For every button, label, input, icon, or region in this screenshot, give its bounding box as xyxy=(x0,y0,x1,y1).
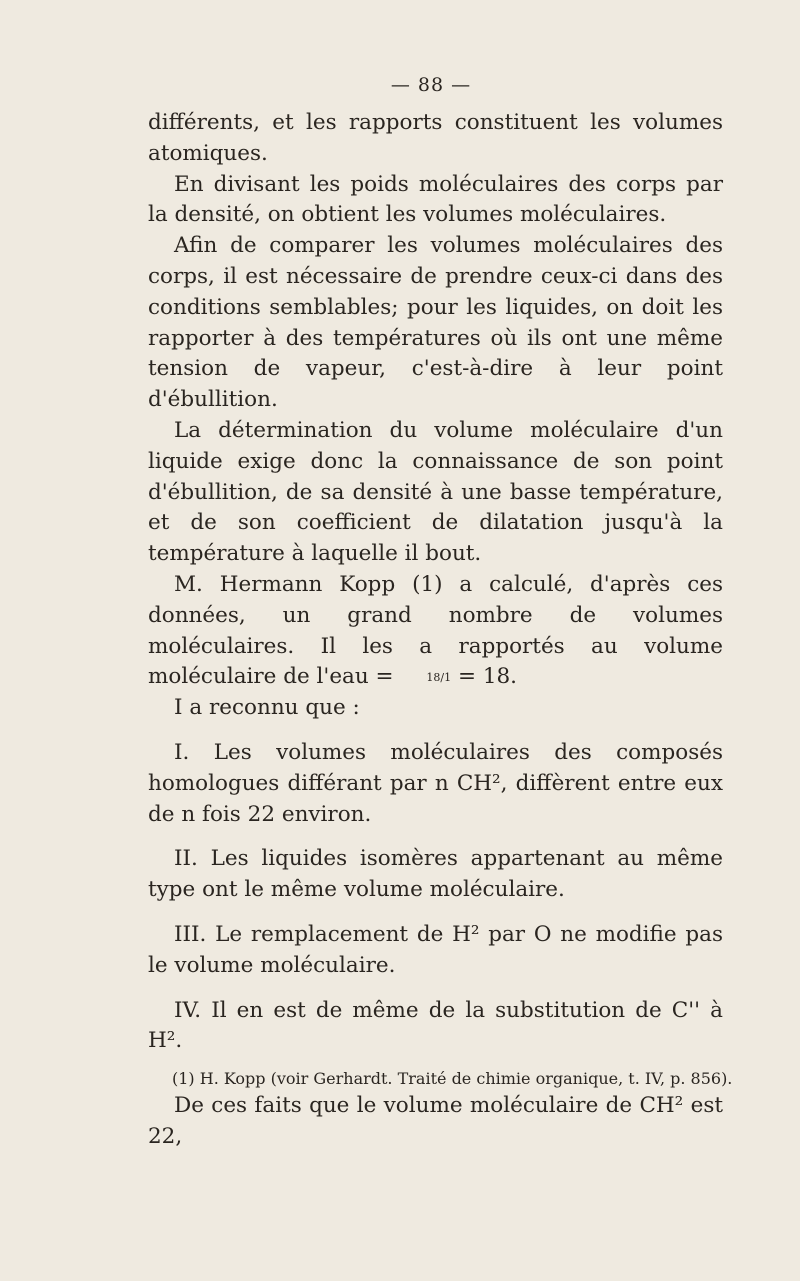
paragraph: La détermination du volume moléculaire d'un liquide exige donc la connaissance de son point d'ébullition, de sa densité à une basse température, et de son coefficient de dilatation jusqu'à la température à laquelle il bout. xyxy=(148,417,723,567)
rule-four: IV. Il en est de même de la substitution de C'' à H². xyxy=(148,997,723,1054)
body-text xyxy=(148,108,723,1153)
paragraph: Afin de comparer les volumes moléculaires des corps, il est nécessaire de prendre ceux-ci dans des conditions semblables; pour les liquides, on doit les rapporter à des températures où ils ont une même tension de vapeur, c'est-à-dire à leur point d'ébullition. xyxy=(148,233,723,413)
rule-one: I. Les volumes moléculaires des composés homologues différant par n CH², diffèrent entre eux de n fois 22 environ. xyxy=(148,739,723,827)
fraction-eighteen-over-one: 18/1 xyxy=(426,671,452,685)
paragraph-text: = 18. xyxy=(457,664,518,690)
paragraph: De ces faits que le volume moléculaire de CH² est 22, xyxy=(148,1093,723,1149)
footnote: (1) H. Kopp (voir Gerhardt. Traité de chimie organique, t. IV, p. 856). xyxy=(172,1069,733,1088)
rule-three: III. Le remplacement de H² par O ne modifie pas le volume moléculaire. xyxy=(148,921,723,978)
paragraph: I a reconnu que : xyxy=(174,695,360,721)
paragraph: En divisant les poids moléculaires des corps par la densité, on obtient les volumes moléculaires. xyxy=(148,171,723,228)
paragraph: différents, et les rapports constituent les volumes atomiques. xyxy=(148,110,723,166)
page-number: — 88 — xyxy=(390,74,472,96)
paragraph-with-fraction xyxy=(148,570,723,693)
rule-two: II. Les liquides isomères appartenant au même type ont le même volume moléculaire. xyxy=(148,846,723,903)
paragraph-text: M. Hermann Kopp (1) a calculé, d'après ces données, un grand nombre de volumes moléculaires. Il les a rapportés au volume moléculaire de l'eau = xyxy=(148,571,723,690)
